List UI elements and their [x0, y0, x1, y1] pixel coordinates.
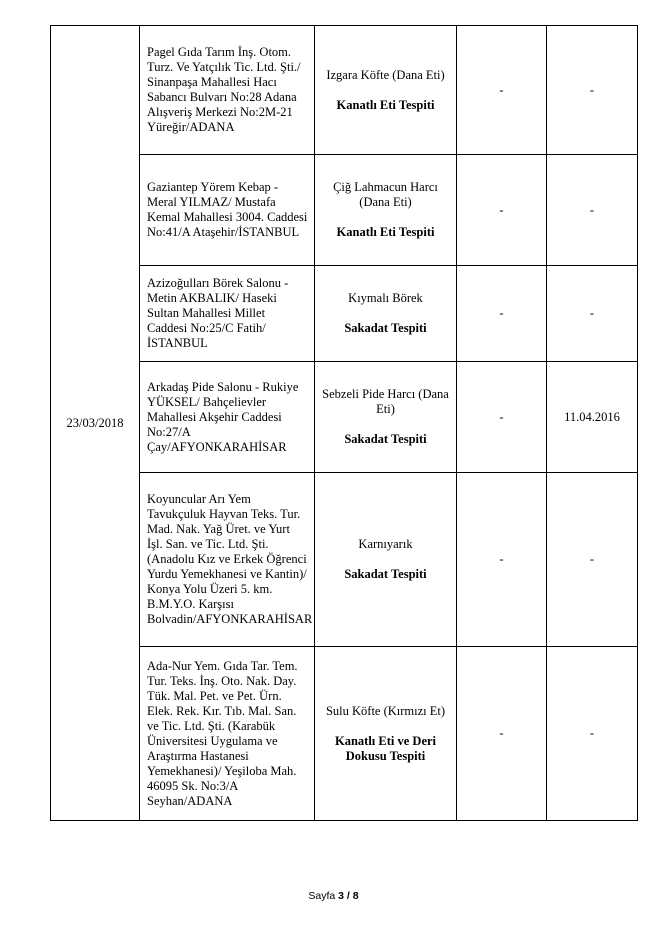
product-name: Çiğ Lahmacun Harcı (Dana Eti)	[333, 180, 438, 209]
page-separator: /	[346, 890, 350, 902]
column-4-cell: -	[457, 473, 547, 647]
column-4-cell: -	[457, 155, 547, 266]
product-name: Izgara Köfte (Dana Eti)	[326, 67, 445, 82]
table-row	[51, 155, 638, 266]
product-name: Sulu Köfte (Kırmızı Et)	[325, 703, 446, 718]
finding-label: Kanatlı Eti Tespiti	[336, 225, 435, 239]
table-row	[51, 266, 638, 362]
column-4-cell: -	[457, 362, 547, 473]
inspection-table	[50, 25, 638, 821]
page-label: Sayfa	[308, 890, 336, 902]
table-row	[51, 647, 638, 821]
table-row	[51, 26, 638, 155]
page-total: 8	[352, 890, 359, 902]
column-5-cell: 11.04.2016	[547, 362, 638, 473]
column-5-cell: -	[547, 266, 638, 362]
finding-label: Kanatlı Eti Tespiti	[336, 97, 435, 112]
page-footer	[0, 890, 667, 902]
company-cell: Koyuncular Arı Yem Tavukçuluk Hayvan Teks. Tur. Mad. Nak. Yağ Üret. ve Yurt İşl. San. ve Tic. Ltd. Şti. (Anadolu Kız ve Erkek Öğrenci Yurdu Yemekhanesi ve Kantin)/ Konya Yolu Üzeri 5. km. B.M.Y.O. Karşısı Bolvadin/AFYONKARAHİSAR	[140, 473, 315, 647]
finding-label: Sakadat Tespiti	[344, 567, 427, 581]
table-row	[51, 473, 638, 647]
column-4-cell: -	[457, 266, 547, 362]
column-5-cell: -	[547, 473, 638, 647]
product-cell	[315, 473, 457, 647]
company-cell: Azizoğulları Börek Salonu - Metin AKBALIK/ Haseki Sultan Mahallesi Millet Caddesi No:25/C Fatih/İSTANBUL	[140, 266, 315, 362]
product-cell	[315, 155, 457, 266]
table-row	[51, 362, 638, 473]
page-current: 3	[338, 890, 344, 902]
product-cell	[315, 362, 457, 473]
product-name: Karnıyarık	[358, 537, 413, 551]
column-5-cell: -	[547, 155, 638, 266]
product-name: Sebzeli Pide Harcı (Dana Eti)	[322, 387, 449, 416]
finding-label: Kanatlı Eti ve Deri Dokusu Tespiti	[334, 733, 437, 763]
product-cell	[315, 26, 457, 155]
finding-label: Sakadat Tespiti	[344, 321, 427, 335]
product-name: Kıymalı Börek	[348, 291, 423, 305]
product-cell	[315, 266, 457, 362]
product-cell	[315, 647, 457, 821]
column-4-cell: -	[457, 26, 547, 155]
company-cell: Pagel Gıda Tarım İnş. Otom. Turz. Ve Yatçılık Tic. Ltd. Şti./ Sinanpaşa Mahallesi Hacı Sabancı Bulvarı No:28 Adana Alışveriş Merkezi No:2M-21 Yüreğir/ADANA	[140, 26, 315, 155]
date-cell: 23/03/2018	[51, 26, 140, 821]
company-cell: Gaziantep Yörem Kebap - Meral YILMAZ/ Mustafa Kemal Mahallesi 3004. Caddesi No:41/A Ataşehir/İSTANBUL	[140, 155, 315, 266]
company-cell: Arkadaş Pide Salonu - Rukiye YÜKSEL/ Bahçelievler Mahallesi Akşehir Caddesi No:27/A Çay/AFYONKARAHİSAR	[140, 362, 315, 473]
column-5-cell: -	[547, 647, 638, 821]
company-cell: Ada-Nur Yem. Gıda Tar. Tem. Tur. Teks. İnş. Oto. Nak. Day. Tük. Mal. Pet. ve Pet. Ürn. Elek. Rek. Kır. Tıb. Mal. San. ve Tic. Ltd. Şti. (Karabük Üniversitesi Uygulama ve Araştırma Hastanesi Yemekhanesi)/ Yeşiloba Mah. 46095 Sk. No:3/A Seyhan/ADANA	[140, 647, 315, 821]
column-5-cell: -	[547, 26, 638, 155]
finding-label: Sakadat Tespiti	[344, 432, 427, 446]
column-4-cell: -	[457, 647, 547, 821]
